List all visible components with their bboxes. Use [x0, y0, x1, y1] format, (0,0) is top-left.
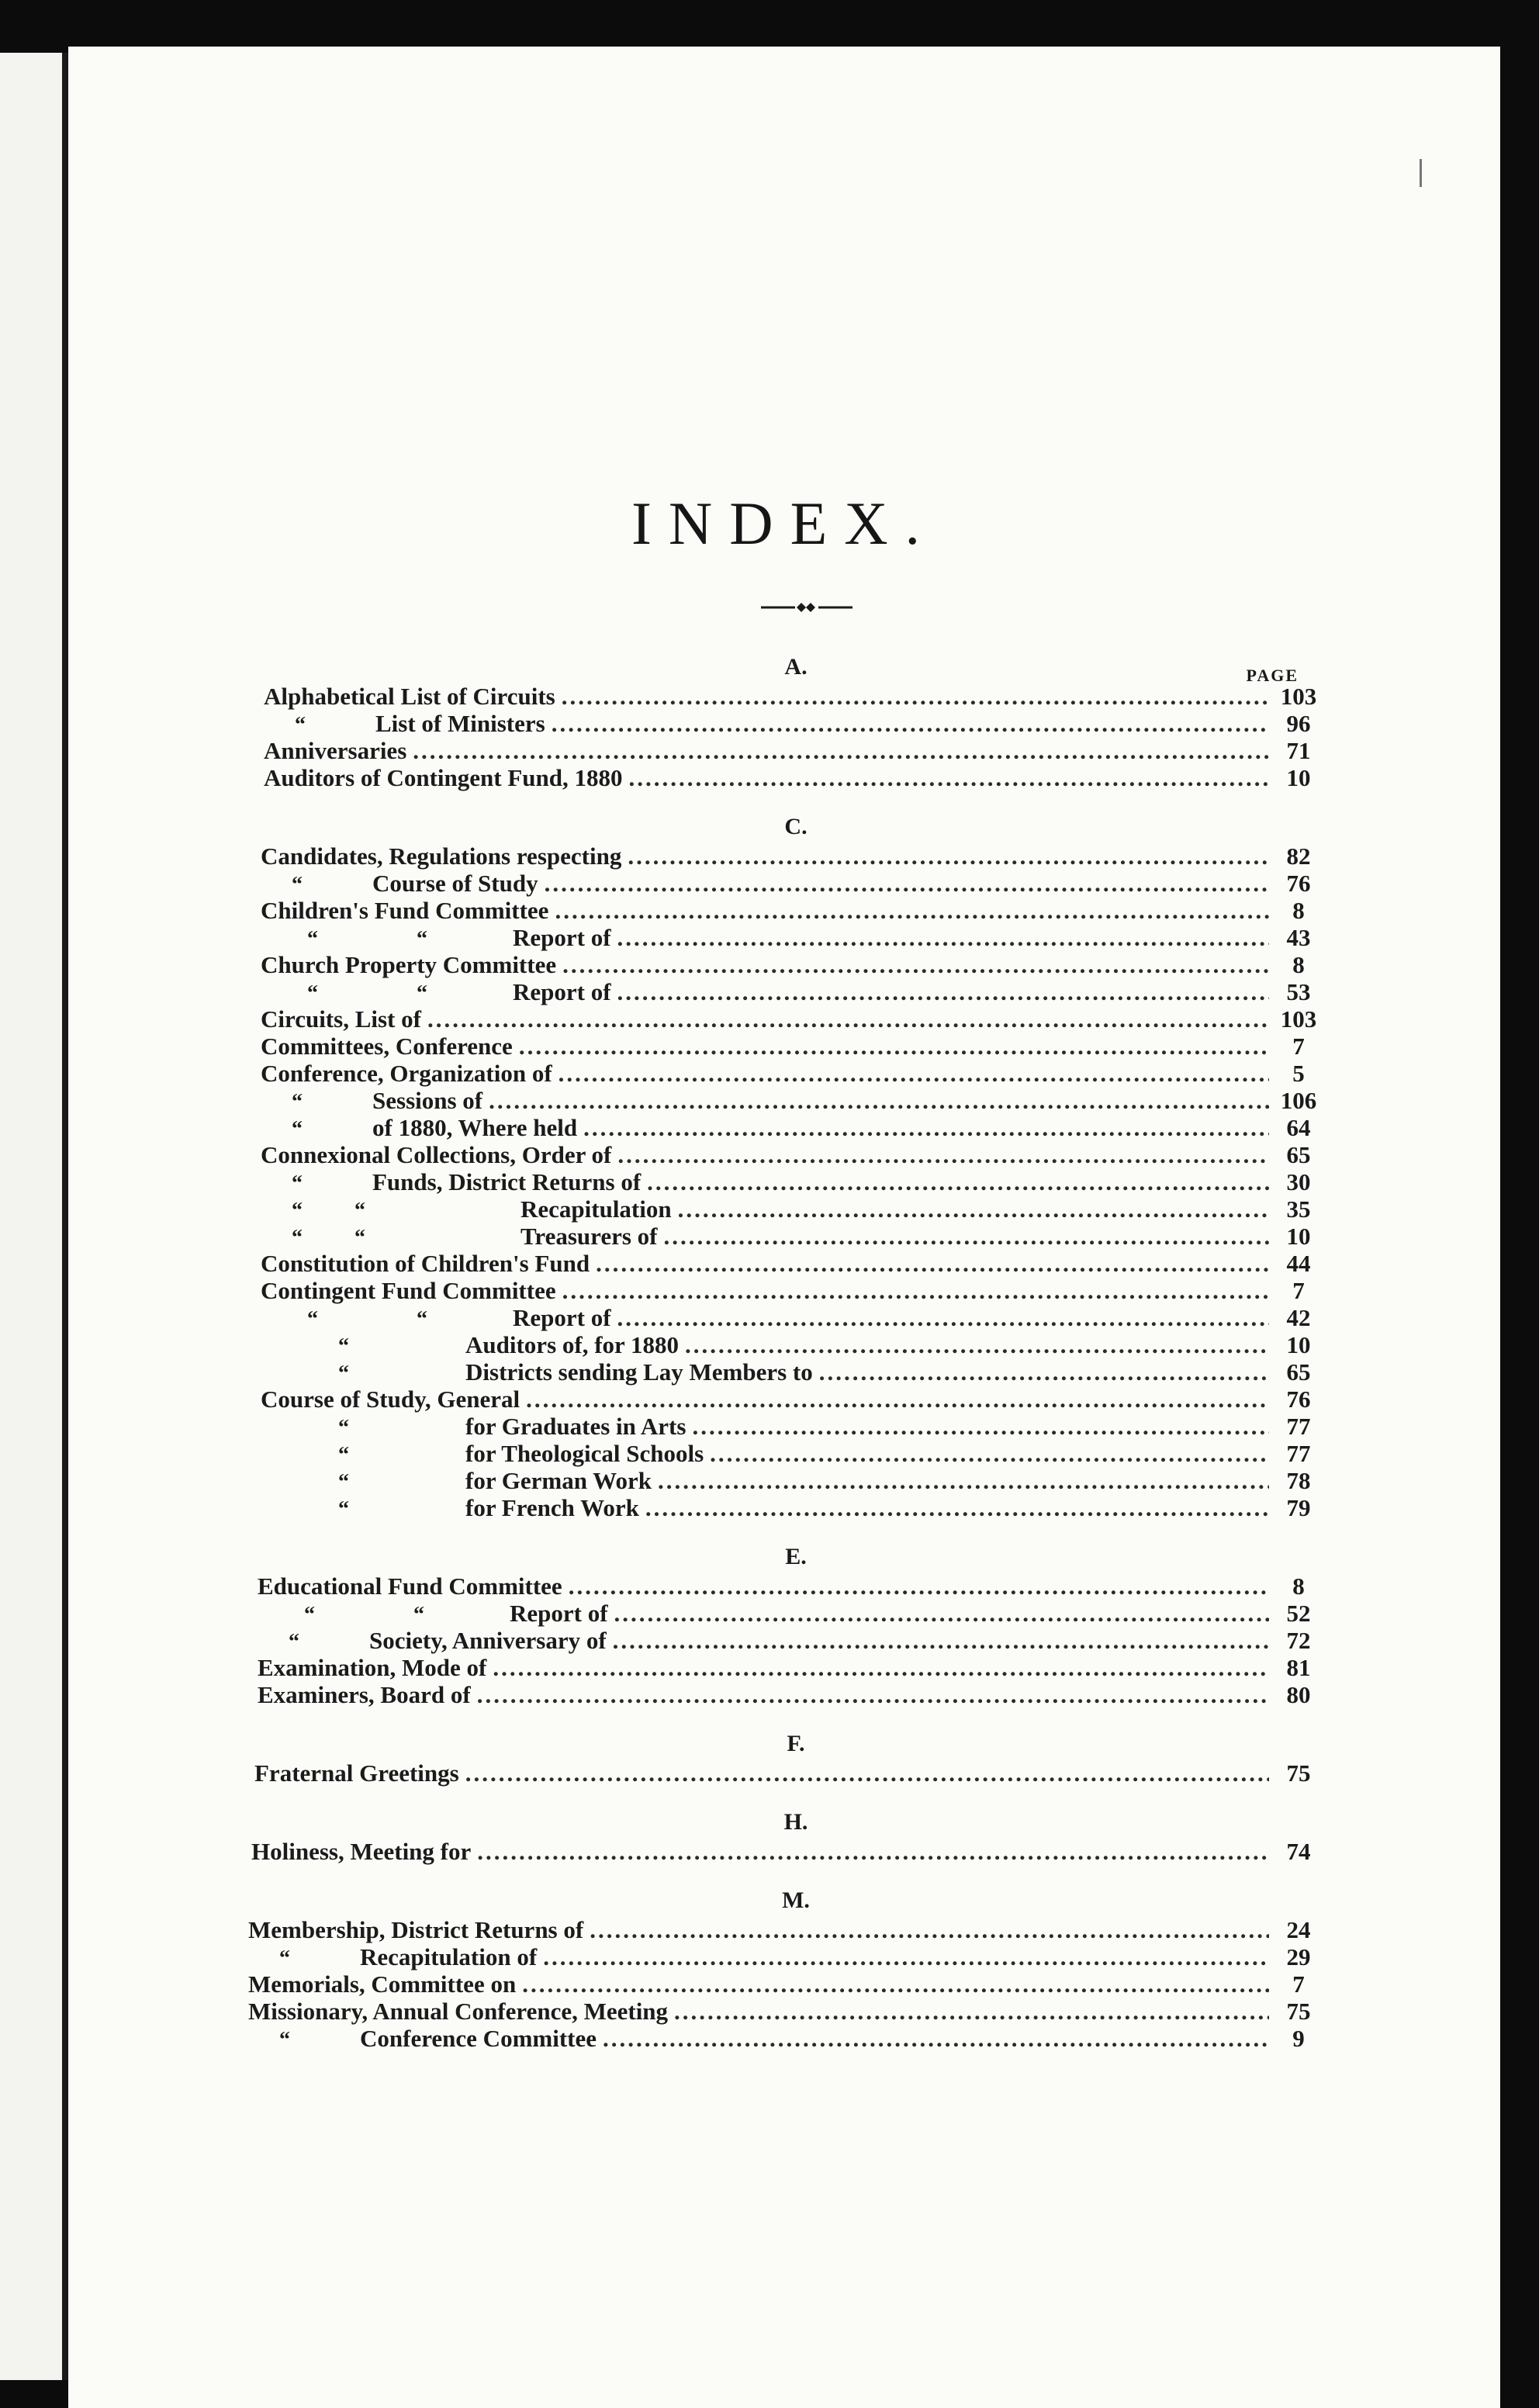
- dot-leader: [628, 842, 1269, 870]
- entry-text: List of Ministers: [375, 710, 545, 737]
- page-number: 103: [1280, 1005, 1317, 1033]
- margin-mark: [1420, 159, 1422, 187]
- page-number: 77: [1286, 1440, 1311, 1467]
- page-number: 76: [1286, 870, 1311, 897]
- entry-text: Connexional Collections, Order of: [261, 1141, 612, 1168]
- dot-leader: [658, 1467, 1269, 1494]
- page-number: 9: [1292, 2025, 1305, 2052]
- page-number: 76: [1286, 1386, 1311, 1413]
- dot-leader: [674, 1998, 1269, 2025]
- index-section: [68, 1885, 1500, 2052]
- entry-text: Constitution of Children's Fund: [261, 1250, 590, 1277]
- page-number: 64: [1286, 1114, 1311, 1141]
- page-number: 24: [1286, 1916, 1311, 1943]
- index-section: [68, 1728, 1500, 1787]
- index-section: [68, 1541, 1500, 1708]
- page-number: 77: [1286, 1413, 1311, 1440]
- index-list: [68, 652, 1500, 2072]
- section-letter: A.: [784, 654, 808, 680]
- index-entry: [261, 1386, 1311, 1413]
- ditto-mark: “: [292, 873, 303, 897]
- dot-leader: [617, 924, 1269, 951]
- page-number: 65: [1286, 1141, 1311, 1168]
- index-entry: [251, 1838, 1311, 1865]
- page-number: 7: [1292, 1970, 1305, 1998]
- page-number: 52: [1286, 1600, 1311, 1627]
- page-number: 7: [1292, 1277, 1305, 1304]
- index-entry: [264, 710, 1311, 737]
- ditto-mark: “: [338, 1443, 349, 1467]
- page-number: 53: [1286, 978, 1311, 1005]
- dot-leader: [413, 737, 1269, 764]
- dot-leader: [710, 1440, 1269, 1467]
- dot-leader: [545, 870, 1269, 897]
- page-number: 29: [1286, 1943, 1311, 1970]
- dot-leader: [555, 897, 1269, 924]
- page-number: 10: [1286, 1223, 1311, 1250]
- page-column-header: PAGE: [1246, 666, 1299, 685]
- entry-text: Candidates, Regulations respecting: [261, 842, 622, 870]
- index-entry: [261, 1087, 1317, 1114]
- page-number: 43: [1286, 924, 1311, 951]
- dot-leader: [489, 1087, 1269, 1114]
- entry-text: Anniversaries: [264, 737, 407, 764]
- index-entry: [261, 1413, 1311, 1440]
- ditto-mark: “: [292, 1090, 303, 1114]
- ditto-mark: “: [338, 1497, 349, 1521]
- page-number: 81: [1286, 1654, 1311, 1681]
- ditto-mark: “ “: [307, 927, 427, 951]
- index-entry: [261, 1250, 1311, 1277]
- entry-text: for German Work: [465, 1467, 652, 1494]
- ditto-mark: “: [338, 1470, 349, 1494]
- dot-leader: [685, 1331, 1269, 1358]
- dot-leader: [562, 951, 1269, 978]
- page-number: 74: [1286, 1838, 1311, 1865]
- page-number: 30: [1286, 1168, 1311, 1195]
- entry-text: Treasurers of: [520, 1223, 658, 1250]
- entry-text: Educational Fund Committee: [258, 1572, 562, 1600]
- dot-leader: [617, 1304, 1269, 1331]
- index-entry: [258, 1572, 1305, 1600]
- index-entry: [261, 1277, 1305, 1304]
- ditto-mark: “: [338, 1361, 349, 1386]
- entry-text: Missionary, Annual Conference, Meeting: [248, 1998, 669, 2025]
- index-section: [68, 1807, 1500, 1865]
- entry-text: Examiners, Board of: [258, 1681, 471, 1708]
- page-number: 75: [1286, 1998, 1311, 2025]
- ditto-mark: “ “: [307, 981, 427, 1005]
- page-number: 71: [1286, 737, 1311, 764]
- dot-leader: [645, 1494, 1269, 1521]
- entry-text: Report of: [510, 1600, 608, 1627]
- page-number: 44: [1286, 1250, 1311, 1277]
- dot-leader: [590, 1916, 1269, 1943]
- dot-leader: [614, 1600, 1269, 1627]
- entry-text: Recapitulation: [520, 1195, 672, 1223]
- entry-text: Fraternal Greetings: [254, 1759, 459, 1787]
- ditto-mark: “: [338, 1416, 349, 1440]
- dot-leader: [664, 1223, 1270, 1250]
- index-entry: [248, 1970, 1305, 1998]
- entry-text: Course of Study, General: [261, 1386, 520, 1413]
- page-number: 35: [1286, 1195, 1311, 1223]
- index-entry: [261, 978, 1311, 1005]
- dot-leader: [617, 978, 1269, 1005]
- ditto-mark: “ “: [307, 1307, 427, 1331]
- index-entry: [261, 1467, 1311, 1494]
- entry-text: Report of: [513, 1304, 611, 1331]
- index-entry: [258, 1654, 1311, 1681]
- index-entry: [261, 1494, 1311, 1521]
- dot-leader: [647, 1168, 1269, 1195]
- index-entry: [261, 897, 1305, 924]
- entry-text: Committees, Conference: [261, 1033, 513, 1060]
- dot-leader: [629, 764, 1270, 791]
- dot-leader: [613, 1627, 1269, 1654]
- dot-leader: [543, 1943, 1269, 1970]
- index-entry: [261, 1141, 1311, 1168]
- index-entry: [261, 1114, 1311, 1141]
- ditto-mark: “ “: [292, 1199, 365, 1223]
- entry-text: Holiness, Meeting for: [251, 1838, 472, 1865]
- index-entry: [258, 1600, 1311, 1627]
- entry-text: Circuits, List of: [261, 1005, 421, 1033]
- entry-text: Funds, District Returns of: [372, 1168, 642, 1195]
- entry-text: for French Work: [465, 1494, 639, 1521]
- index-entry: [254, 1759, 1311, 1787]
- dot-leader: [692, 1413, 1269, 1440]
- entry-text: Course of Study: [372, 870, 538, 897]
- index-entry: [258, 1627, 1311, 1654]
- entry-text: Conference Committee: [360, 2025, 597, 2052]
- entry-text: Report of: [513, 924, 611, 951]
- dot-leader: [465, 1759, 1269, 1787]
- dot-leader: [427, 1005, 1269, 1033]
- entry-text: of 1880, Where held: [372, 1114, 578, 1141]
- adjacent-page-edge: [0, 53, 68, 2380]
- dot-leader: [522, 1970, 1269, 1998]
- entry-text: Districts sending Lay Members to: [465, 1358, 813, 1386]
- dot-leader: [559, 1060, 1269, 1087]
- entry-text: Society, Anniversary of: [369, 1627, 607, 1654]
- page-number: 106: [1280, 1087, 1317, 1114]
- page-number: 72: [1286, 1627, 1311, 1654]
- dot-leader: [819, 1358, 1269, 1386]
- index-entry: [261, 951, 1305, 978]
- page-number: 8: [1292, 951, 1305, 978]
- dot-leader: [603, 2025, 1269, 2052]
- index-entry: [261, 870, 1311, 897]
- entry-text: Membership, District Returns of: [248, 1916, 584, 1943]
- index-entry: [261, 1168, 1311, 1195]
- page-number: 42: [1286, 1304, 1311, 1331]
- page-number: 10: [1286, 764, 1311, 791]
- dot-leader: [596, 1250, 1269, 1277]
- page-number: 96: [1286, 710, 1311, 737]
- entry-text: Contingent Fund Committee: [261, 1277, 556, 1304]
- page-number: 8: [1292, 1572, 1305, 1600]
- ditto-mark: “ “: [304, 1603, 424, 1627]
- dot-leader: [493, 1654, 1269, 1681]
- title-ornament: [761, 597, 853, 618]
- page-number: 79: [1286, 1494, 1311, 1521]
- index-entry: [248, 2025, 1305, 2052]
- index-entry: [264, 737, 1311, 764]
- ditto-mark: “: [292, 1171, 303, 1195]
- dot-leader: [583, 1114, 1269, 1141]
- index-entry: [261, 1060, 1305, 1087]
- ditto-mark: “: [279, 1946, 290, 1970]
- index-section: [68, 652, 1500, 791]
- index-entry: [258, 1681, 1311, 1708]
- page-number: 80: [1286, 1681, 1311, 1708]
- page-number: 78: [1286, 1467, 1311, 1494]
- index-entry: [264, 683, 1317, 710]
- index-page: [68, 47, 1500, 2408]
- dot-leader: [519, 1033, 1269, 1060]
- ditto-mark: “: [289, 1630, 299, 1654]
- index-entry: [248, 1998, 1311, 2025]
- entry-text: for Graduates in Arts: [465, 1413, 686, 1440]
- dot-leader: [617, 1141, 1269, 1168]
- index-entry: [261, 842, 1311, 870]
- index-entry: [261, 1005, 1317, 1033]
- index-entry: [261, 1331, 1311, 1358]
- page-number: 7: [1292, 1033, 1305, 1060]
- entry-text: Church Property Committee: [261, 951, 557, 978]
- dot-leader: [526, 1386, 1269, 1413]
- index-entry: [248, 1943, 1311, 1970]
- index-section: [68, 811, 1500, 1521]
- page-number: 103: [1280, 683, 1317, 710]
- index-entry: [261, 1033, 1305, 1060]
- entry-text: Examination, Mode of: [258, 1654, 487, 1681]
- section-letter: C.: [784, 814, 808, 839]
- dot-leader: [552, 710, 1269, 737]
- entry-text: Memorials, Committee on: [248, 1970, 517, 1998]
- page-title: INDEX.: [631, 490, 938, 557]
- entry-text: Auditors of Contingent Fund, 1880: [264, 764, 623, 791]
- section-letter: M.: [782, 1887, 810, 1913]
- ditto-mark: “: [338, 1334, 349, 1358]
- entry-text: Conference, Organization of: [261, 1060, 552, 1087]
- page-number: 65: [1286, 1358, 1311, 1386]
- index-entry: [261, 924, 1311, 951]
- section-letter: H.: [783, 1809, 808, 1835]
- page-number: 8: [1292, 897, 1305, 924]
- dot-leader: [569, 1572, 1269, 1600]
- entry-text: Alphabetical List of Circuits: [264, 683, 555, 710]
- entry-text: for Theological Schools: [465, 1440, 704, 1467]
- dot-leader: [678, 1195, 1269, 1223]
- ditto-mark: “ “: [292, 1226, 365, 1250]
- page-number: 10: [1286, 1331, 1311, 1358]
- index-entry: [264, 764, 1311, 791]
- section-letter: F.: [787, 1731, 805, 1756]
- entry-text: Auditors of, for 1880: [465, 1331, 679, 1358]
- ditto-mark: “: [292, 1117, 303, 1141]
- index-entry: [248, 1916, 1311, 1943]
- ditto-mark: “: [295, 713, 306, 737]
- index-entry: [261, 1223, 1311, 1250]
- dot-leader: [477, 1838, 1269, 1865]
- entry-text: Children's Fund Committee: [261, 897, 549, 924]
- section-letter: E.: [785, 1544, 807, 1569]
- index-entry: [261, 1195, 1311, 1223]
- index-entry: [261, 1440, 1311, 1467]
- ditto-mark: “: [279, 2028, 290, 2052]
- page-number: 75: [1286, 1759, 1311, 1787]
- page-number: 5: [1292, 1060, 1305, 1087]
- page-number: 82: [1286, 842, 1311, 870]
- dot-leader: [477, 1681, 1269, 1708]
- entry-text: Recapitulation of: [360, 1943, 538, 1970]
- entry-text: Sessions of: [372, 1087, 483, 1114]
- entry-text: Report of: [513, 978, 611, 1005]
- dot-leader: [562, 683, 1269, 710]
- dot-leader: [562, 1277, 1269, 1304]
- index-entry: [261, 1304, 1311, 1331]
- index-entry: [261, 1358, 1311, 1386]
